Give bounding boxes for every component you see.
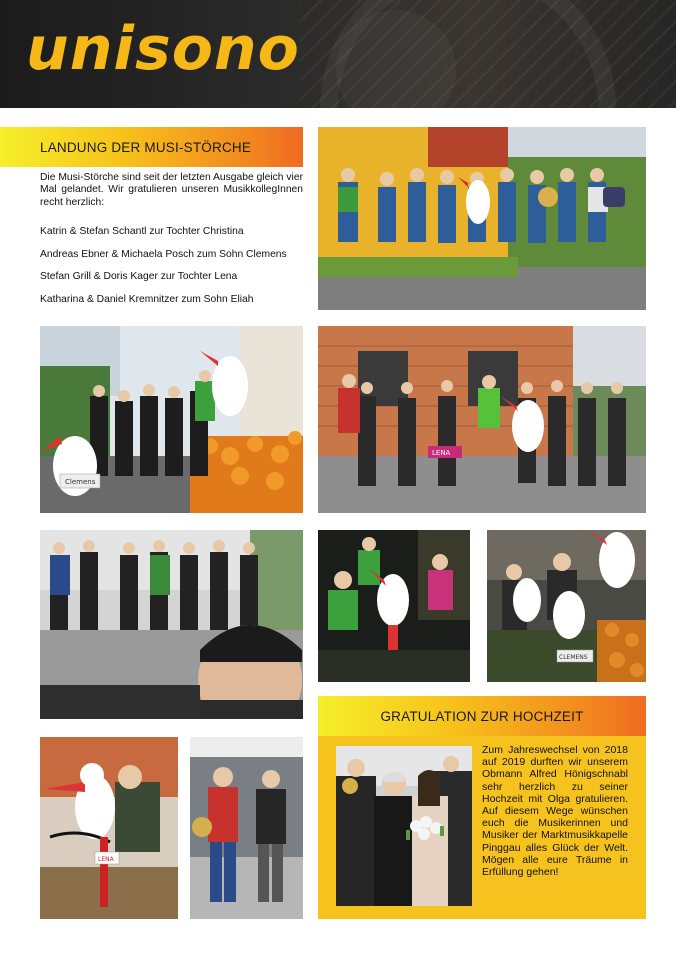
sign-label: LENA	[432, 449, 451, 457]
list-item: Stefan Grill & Doris Kager zur Tochter Lena	[40, 271, 238, 283]
births-list	[40, 226, 310, 317]
unisono-logo: unisono	[26, 14, 300, 84]
list-item: Andreas Ebner & Michaela Posch zum Sohn Clemens	[40, 248, 287, 260]
section-title-storks: LANDUNG DER MUSI-STÖRCHE	[0, 127, 303, 167]
list-item: Katharina & Daniel Kremnitzer zum Sohn Eliah	[40, 294, 254, 306]
photo-wedding-couple	[336, 746, 472, 906]
photo-two-men-garage	[190, 737, 303, 919]
sign-label: LENA	[98, 856, 114, 863]
photo-stork-garden	[40, 326, 303, 513]
photo-selfie-group	[40, 530, 303, 719]
sign-label: Clemens	[65, 478, 96, 486]
intro-text: Die Musi-Störche sind seit der letzten Ausgabe gleich vier Mal gelandet. Wir gratulieren unseren MusikkollegInnen recht herzlich:	[40, 172, 303, 208]
photo-stork-crouching	[40, 737, 178, 919]
wedding-text: Zum Jahreswechsel von 2018 auf 2019 durften wir unserem Obmann Alfred Hönigschnabl sehr herzlich zu seiner Hochzeit mit Olga gratulieren. Auf diesem Wege wünschen euch die Musikerinnen und Musiker der Marktmusikkapelle Pinggau alles Glück der Welt. Mögen alle eure Träume in Erfüllung gehen!	[482, 744, 628, 879]
photo-band-yellow-house	[318, 127, 646, 310]
photo-brick-house-group	[318, 326, 646, 513]
sign-label: CLEMENS	[559, 654, 588, 661]
photo-dusk-storks	[487, 530, 646, 682]
header-banner	[0, 0, 676, 108]
section-title-wedding: GRATULATION ZUR HOCHZEIT	[318, 696, 646, 736]
list-item: Katrin & Stefan Schantl zur Tochter Christina	[40, 226, 244, 237]
photo-night-stork	[318, 530, 470, 682]
